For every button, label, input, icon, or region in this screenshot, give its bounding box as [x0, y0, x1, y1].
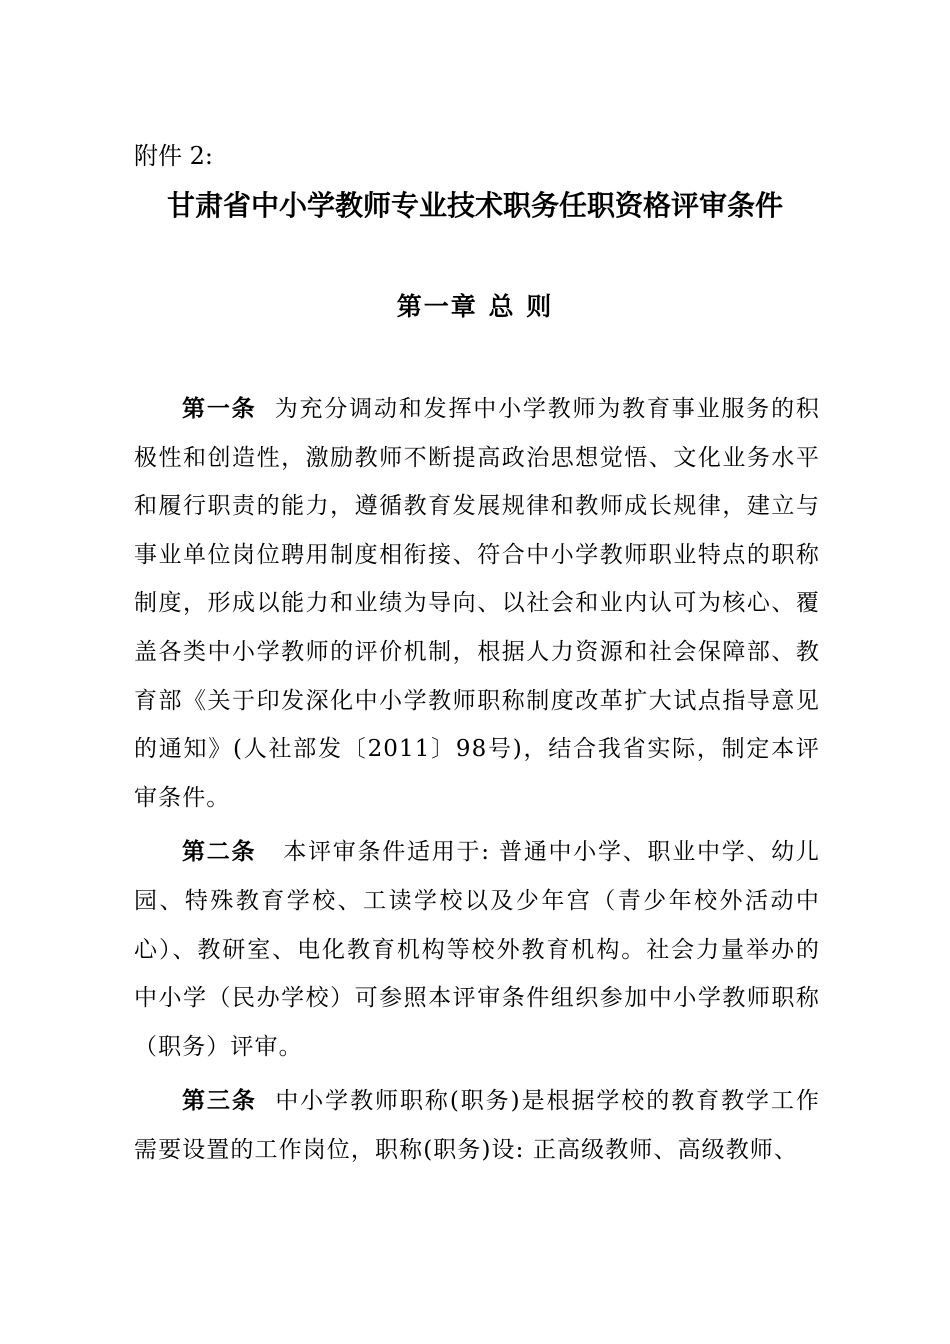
document-body: [134, 385, 820, 1181]
article-1-title: 第一条: [182, 396, 257, 422]
article-3-text: 中小学教师职称(职务)是根据学校的教育教学工作需要设置的工作岗位，职称(职务)设: 正高级教师、高级教师、: [134, 1088, 820, 1163]
article-3-title: 第三条: [182, 1088, 257, 1115]
chapter-title: 第一章 总 则: [396, 292, 554, 321]
article-1: [134, 385, 820, 822]
article-2-text: 本评审条件适用于: 普通中小学、职业中学、幼儿园、特殊教育学校、工读学校以及少年宫（青少年校外活动中心）、教研室、电化教育机构等校外教育机构。社会力量举办的中小学（民办学校）可参照本评审条件组织参加中小学教师职称（职务）评审。: [134, 839, 820, 1060]
article-2-title: 第二条: [182, 839, 257, 866]
article-1-text: 为充分调动和发挥中小学教师为教育事业服务的积极性和创造性，激励教师不断提高政治思想觉悟、文化业务水平和履行职责的能力，遵循教育发展规律和教师成长规律，建立与事业单位岗位聘用制度相衔接、符合中小学教师职业特点的职称制度，形成以能力和业绩为导向、以社会和业内认可为核心、覆盖各类中小学教师的评价机制，根据人力资源和社会保障部、教育部《关于印发深化中小学教师职称制度改革扩大试点指导意见的通知》(人社部发〔2011〕98号)，结合我省实际，制定本评审条件。: [134, 396, 820, 811]
document-title: 甘肃省中小学教师专业技术职务任职资格评审条件: [166, 189, 783, 222]
attachment-label: 附件 2:: [134, 142, 213, 170]
article-2: [134, 828, 820, 1071]
article-3: [134, 1077, 820, 1174]
